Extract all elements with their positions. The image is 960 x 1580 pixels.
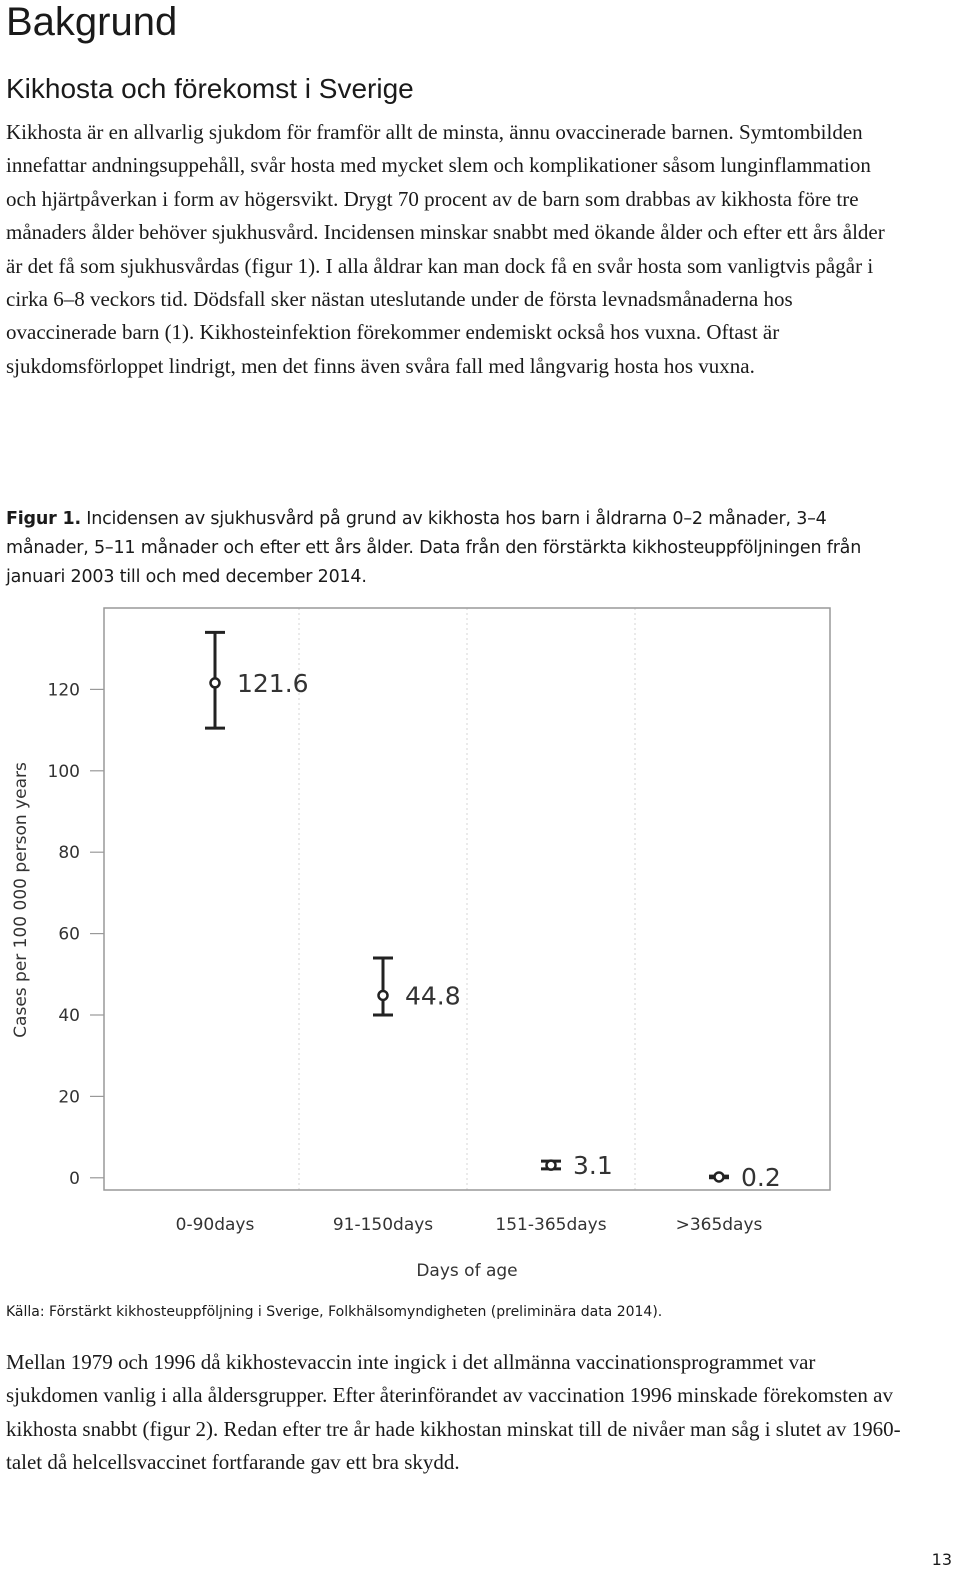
figure-label: Figur 1.	[6, 509, 81, 529]
figure-caption	[6, 505, 906, 592]
y-tick-label: 80	[58, 843, 80, 864]
data-value-label: 0.2	[741, 1162, 781, 1192]
data-value-label: 3.1	[573, 1151, 613, 1181]
chart-gridlines	[299, 608, 635, 1190]
incidence-chart	[0, 600, 960, 1300]
page-title: Bakgrund	[6, 0, 178, 44]
data-point	[715, 1172, 724, 1181]
data-point	[379, 991, 388, 1000]
x-axis-ticks	[176, 1215, 763, 1235]
figure-caption-text: Incidensen av sjukhusvård på grund av kikhosta hos barn i åldrarna 0–2 månader, 3–4 månader, 5–11 månader och efter ett års ålder. Data från den förstärkta kikhosteuppföljningen från januari 2003 till och med december 2014.	[6, 509, 862, 587]
x-tick-label: 151-365days	[495, 1215, 607, 1235]
y-axis	[48, 680, 104, 1188]
data-value-label: 44.8	[405, 981, 461, 1011]
history-paragraph: Mellan 1979 och 1996 då kikhostevaccin inte ingick i det allmänna vaccinationsprogrammet var sjukdomen vanlig i alla åldersgrupper. Efter återinförandet av vaccination 1996 minskade förekomsten av kikhosta snabbt (figur 2). Redan efter tre år hade kikhostan minskat till de nivåer man såg i slutet av 1960-talet då helcellsvaccinet fortfarande gav ett bra skydd.	[6, 1350, 901, 1475]
section-title: Kikhosta och förekomst i Sverige	[6, 73, 414, 104]
y-axis-label: Cases per 100 000 person years	[11, 762, 31, 1038]
y-tick-label: 120	[47, 680, 80, 701]
figure-source: Källa: Förstärkt kikhosteuppföljning i Sverige, Folkhälsomyndigheten (preliminära data 2014).	[6, 1304, 663, 1320]
x-tick-label: 0-90days	[175, 1215, 255, 1235]
data-points	[205, 632, 781, 1192]
y-tick-label: 100	[47, 761, 80, 782]
y-tick-label: 60	[58, 924, 80, 945]
page-number: 13	[931, 1550, 952, 1569]
x-tick-label: 91-150days	[332, 1215, 434, 1235]
y-tick-label: 20	[58, 1087, 80, 1108]
x-tick-label: >365days	[675, 1215, 763, 1235]
data-point	[211, 678, 220, 687]
data-value-label: 121.6	[237, 668, 309, 698]
data-point	[547, 1161, 556, 1170]
y-tick-label: 40	[58, 1005, 80, 1026]
x-axis-label: Days of age	[416, 1261, 518, 1281]
y-tick-label: 0	[69, 1168, 80, 1189]
intro-paragraph: Kikhosta är en allvarlig sjukdom för framför allt de minsta, ännu ovaccinerade barnen. Symtombilden innefattar andningsuppehåll, svår hosta med mycket slem och komplikationer såsom lunginflammation och hjärtpåverkan i form av högersvikt. Drygt 70 procent av de barn som drabbas av kikhosta före tre månaders ålder behöver sjukhusvård. Incidensen minskar snabbt med ökande ålder och efter ett års ålder är det få som sjukhusvårdas (figur 1). I alla åldrar kan man dock få en svår hosta som vanligtvis pågår i cirka 6–8 veckors tid. Dödsfall sker nästan uteslutande under de första levnadsmånaderna hos ovaccinerade barn (1). Kikhosteinfektion förekommer endemiskt också hos vuxna. Oftast är sjukdomsförloppet lindrigt, men det finns även svåra fall med långvarig hosta hos vuxna.	[6, 120, 885, 378]
